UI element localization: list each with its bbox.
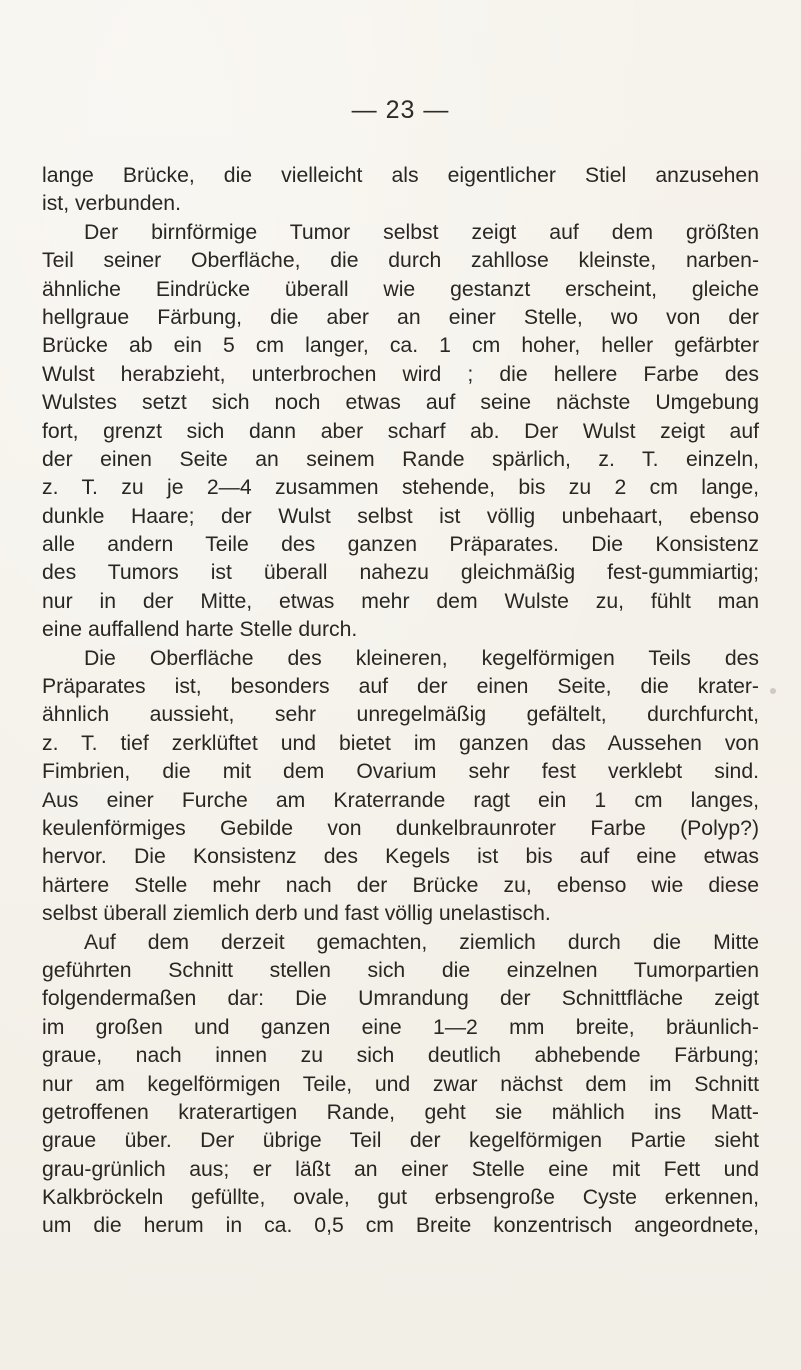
text-line: graue, nach innen zu sich deutlich abhebende Färbung; (42, 1044, 759, 1068)
text-line: des Tumors ist überall nahezu gleichmäßig fest-gummiartig; (42, 561, 759, 585)
text-line: Wulstes setzt sich noch etwas auf seine nächste Umgebung (42, 391, 759, 415)
text-line: getroffenen kraterartigen Rande, geht sie mählich ins Matt- (42, 1100, 759, 1124)
text-line: nur in der Mitte, etwas mehr dem Wulste zu, fühlt man (42, 589, 759, 613)
text-line: der einen Seite an seinem Rande spärlich, z. T. einzeln, (42, 447, 759, 471)
text-line: selbst überall ziemlich derb und fast völlig unelastisch. (42, 902, 551, 926)
paragraph-start-line: Der birnförmige Tumor selbst zeigt auf dem größten (84, 220, 759, 244)
text-line: Fimbrien, die mit dem Ovarium sehr fest verklebt sind. (42, 760, 759, 784)
text-line: um die herum in ca. 0,5 cm Breite konzentrisch angeordnete, (42, 1214, 759, 1238)
text-line: ähnliche Eindrücke überall wie gestanzt erscheint, gleiche (42, 277, 759, 301)
text-line: eine auffallend harte Stelle durch. (42, 618, 358, 642)
text-line: härtere Stelle mehr nach der Brücke zu, ebenso wie diese (42, 873, 759, 897)
text-line: folgendermaßen dar: Die Umrandung der Schnittfläche zeigt (42, 987, 759, 1011)
text-line: ähnlich aussieht, sehr unregelmäßig gefältelt, durchfurcht, (42, 703, 759, 727)
text-line: im großen und ganzen eine 1—2 mm breite, bräunlich- (42, 1015, 759, 1039)
text-line: Kalkbröckeln gefüllte, ovale, gut erbsengroße Cyste erkennen, (42, 1186, 759, 1210)
text-line: z. T. zu je 2—4 zusammen stehende, bis zu 2 cm lange, (42, 476, 759, 500)
text-line: hervor. Die Konsistenz des Kegels ist bis auf eine etwas (42, 845, 759, 869)
text-line: graue über. Der übrige Teil der kegelförmigen Partie sieht (42, 1129, 759, 1153)
text-line: keulenförmiges Gebilde von dunkelbraunroter Farbe (Polyp?) (42, 816, 759, 840)
text-line: Teil seiner Oberfläche, die durch zahllose kleinste, narben- (42, 249, 759, 273)
text-line: hellgraue Färbung, die aber an einer Stelle, wo von der (42, 305, 759, 329)
text-line: fort, grenzt sich dann aber scharf ab. Der Wulst zeigt auf (42, 419, 759, 443)
paper-speck (770, 688, 776, 694)
text-line: Aus einer Furche am Kraterrande ragt ein 1 cm langes, (42, 788, 759, 812)
paragraph-start-line: Auf dem derzeit gemachten, ziemlich durch die Mitte (84, 930, 759, 954)
text-line: z. T. tief zerklüftet und bietet im ganzen das Aussehen von (42, 731, 759, 755)
page-number: — 23 — (351, 96, 450, 124)
text-line: ist, verbunden. (42, 192, 181, 216)
text-line: Wulst herabzieht, unterbrochen wird ; die hellere Farbe des (42, 362, 759, 386)
body-text (42, 162, 759, 1241)
text-line: Brücke ab ein 5 cm langer, ca. 1 cm hoher, heller gefärbter (42, 334, 759, 358)
text-line: nur am kegelförmigen Teile, und zwar nächst dem im Schnitt (42, 1072, 759, 1096)
paragraph-start-line: Die Oberfläche des kleineren, kegelförmigen Teils des (84, 646, 759, 670)
text-line: grau-grünlich aus; er läßt an einer Stelle eine mit Fett und (42, 1157, 759, 1181)
text-line: alle andern Teile des ganzen Präparates. Die Konsistenz (42, 533, 759, 557)
text-line: dunkle Haare; der Wulst selbst ist völlig unbehaart, ebenso (42, 504, 759, 528)
text-line: lange Brücke, die vielleicht als eigentlicher Stiel anzusehen (42, 164, 759, 187)
text-line: Präparates ist, besonders auf der einen Seite, die krater- (42, 675, 759, 699)
text-line: geführten Schnitt stellen sich die einzelnen Tumorpartien (42, 958, 759, 982)
